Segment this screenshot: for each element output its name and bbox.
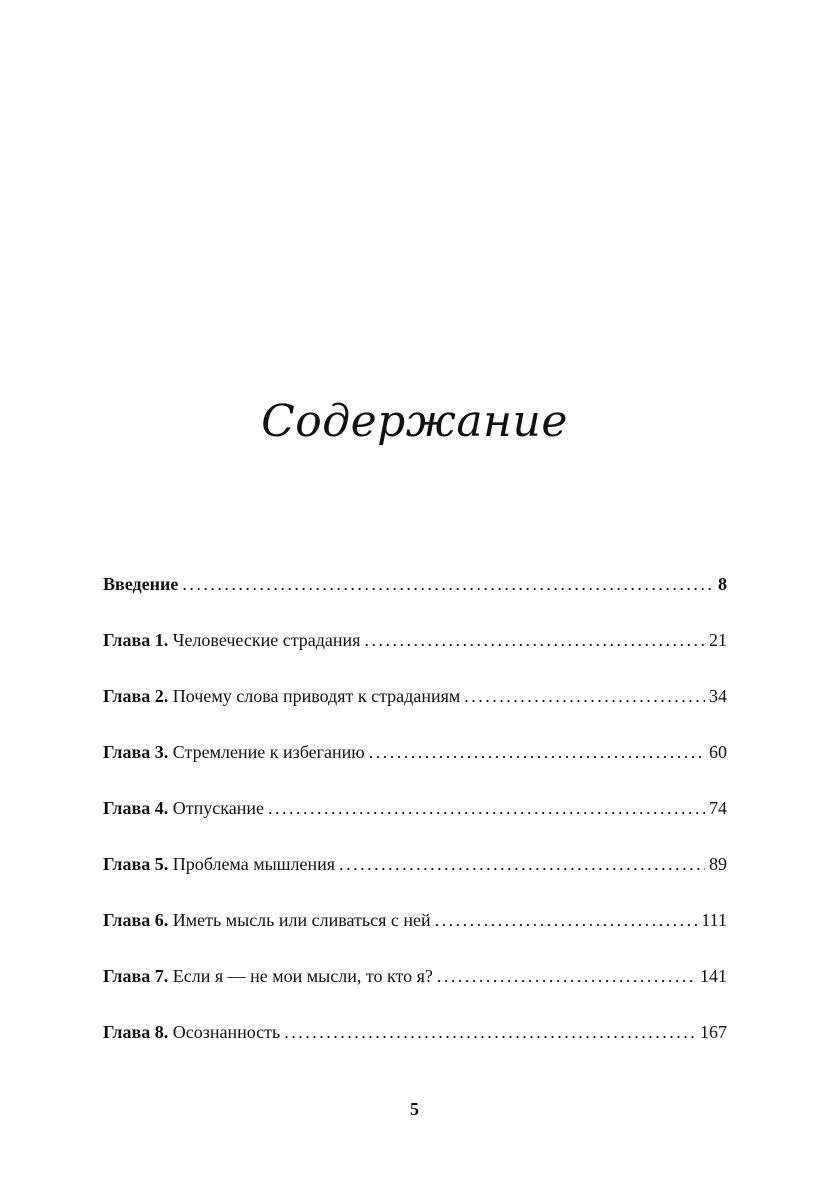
toc-chapter-number: Глава 1. — [103, 630, 169, 650]
toc-chapter-title: Человеческие страдания — [172, 630, 361, 650]
toc-entry-label — [103, 958, 433, 994]
toc-chapter-number: Глава 4. — [103, 798, 169, 818]
toc-intro-label: Введение — [103, 574, 179, 594]
toc-entry-chapter-1 — [103, 622, 727, 678]
toc-entry-label — [103, 678, 460, 714]
toc-entry-chapter-7 — [103, 958, 727, 1014]
toc-entry-chapter-3 — [103, 734, 727, 790]
dot-leader — [182, 566, 714, 602]
page-title: Содержание — [261, 396, 568, 447]
toc-page-number: 74 — [709, 798, 727, 818]
toc-page-number: 111 — [701, 910, 727, 930]
toc-page-number: 60 — [709, 742, 727, 762]
toc-page-number: 21 — [709, 630, 727, 650]
toc-entry-chapter-8 — [103, 1014, 727, 1070]
toc-chapter-number: Глава 5. — [103, 854, 169, 874]
toc-chapter-title: Отпускание — [172, 798, 264, 818]
toc-entry-introduction — [103, 566, 727, 622]
dot-leader — [437, 958, 696, 994]
toc-entry-label — [103, 566, 178, 602]
toc-chapter-title: Почему слова приводят к страданиям — [172, 686, 461, 706]
dot-leader — [284, 1014, 696, 1050]
toc-chapter-number: Глава 6. — [103, 910, 169, 930]
toc-page-number: 8 — [718, 574, 727, 594]
toc-page-number: 167 — [700, 1022, 727, 1042]
toc-entry-label — [103, 790, 264, 826]
toc-chapter-title: Проблема мышления — [172, 854, 336, 874]
toc-entry-label — [103, 902, 431, 938]
toc-entry-label — [103, 846, 335, 882]
toc-entry-label — [103, 1014, 280, 1050]
dot-leader — [464, 678, 705, 714]
page-number: 5 — [410, 1099, 419, 1119]
dot-leader — [339, 846, 705, 882]
toc-entry-label — [103, 622, 360, 658]
toc-chapter-number: Глава 7. — [103, 966, 169, 986]
toc-chapter-number: Глава 3. — [103, 742, 169, 762]
toc-entry-chapter-6 — [103, 902, 727, 958]
toc-entry-chapter-2 — [103, 678, 727, 734]
toc-entry-chapter-4 — [103, 790, 727, 846]
toc-chapter-number: Глава 2. — [103, 686, 169, 706]
toc-chapter-title: Иметь мысль или сливаться с ней — [172, 910, 431, 930]
toc-page-number: 89 — [709, 854, 727, 874]
toc-chapter-title: Стремление к избеганию — [172, 742, 365, 762]
dot-leader — [435, 902, 698, 938]
toc-chapter-number: Глава 8. — [103, 1022, 169, 1042]
toc-entry-label — [103, 734, 365, 770]
table-of-contents — [103, 566, 727, 1070]
toc-entry-chapter-5 — [103, 846, 727, 902]
toc-page-number: 141 — [700, 966, 727, 986]
dot-leader — [364, 622, 705, 658]
dot-leader — [268, 790, 705, 826]
toc-page-number: 34 — [709, 686, 727, 706]
toc-chapter-title: Осознанность — [172, 1022, 281, 1042]
dot-leader — [369, 734, 705, 770]
toc-chapter-title: Если я — не мои мысли, то кто я? — [172, 966, 433, 986]
